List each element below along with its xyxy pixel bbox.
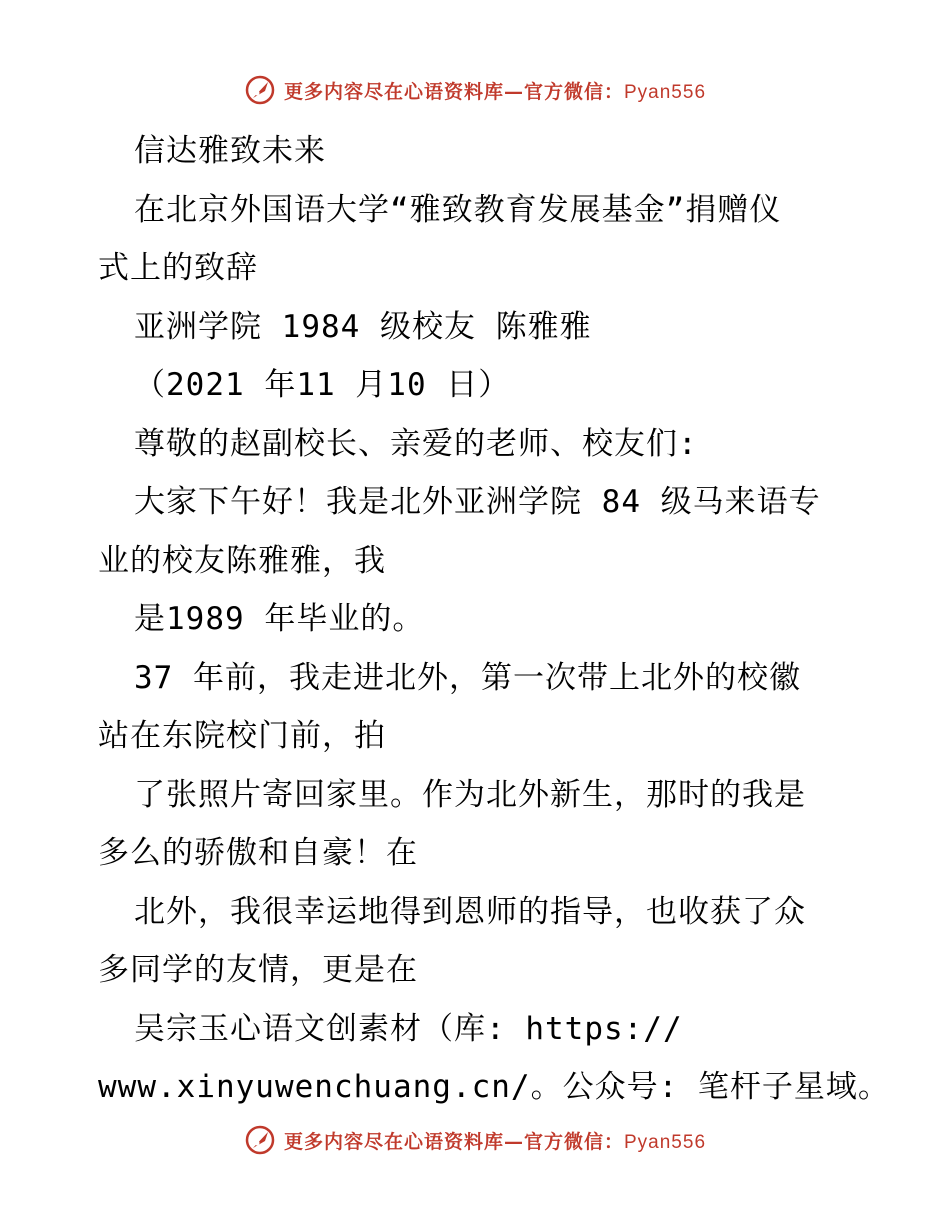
doc-line: 了张照片寄回家里。作为北外新生，那时的我是 <box>134 776 806 813</box>
watermark-wechat-id: Pyan556 <box>624 1131 707 1153</box>
watermark-wechat-id: Pyan556 <box>624 81 707 103</box>
doc-line: 式上的致辞 <box>98 250 258 286</box>
quill-pen-logo-icon <box>244 74 276 106</box>
doc-line: 尊敬的赵副校长、亲爱的老师、校友们: <box>134 425 698 462</box>
doc-line: 业的校友陈雅雅，我 <box>98 542 386 579</box>
doc-line: 北外，我很幸运地得到恩师的指导，也收获了众 <box>134 893 806 930</box>
doc-line: 在北京外国语大学“雅致教育发展基金”捐赠仪 <box>134 191 782 228</box>
doc-line: 站在东院校门前，拍 <box>98 718 386 754</box>
doc-line: www.xinyuwenchuang.cn/。公众号: 笔杆子星域。 <box>98 1069 890 1105</box>
watermark-text <box>284 77 706 104</box>
watermark-label: 更多内容尽在心语资料库—官方微信： <box>283 1130 624 1153</box>
header-watermark <box>0 70 950 110</box>
watermark-label: 更多内容尽在心语资料库—官方微信： <box>283 80 624 103</box>
doc-line: 37 年前，我走进北外，第一次带上北外的校徽 <box>134 659 801 696</box>
doc-line: 亚洲学院 1984 级校友 陈雅雅 <box>134 308 592 345</box>
doc-line: 是1989 年毕业的。 <box>134 601 425 637</box>
doc-line: 信达雅致未来 <box>134 133 326 169</box>
document-body <box>98 122 890 1117</box>
watermark-text <box>284 1127 706 1154</box>
doc-line: 多同学的友情，更是在 <box>98 952 418 988</box>
footer-watermark <box>0 1120 950 1160</box>
doc-line: 大家下午好！我是北外亚洲学院 84 级马来语专 <box>134 484 821 520</box>
quill-pen-logo-icon <box>244 1124 276 1156</box>
doc-line: （2021 年11 月10 日） <box>134 367 511 403</box>
doc-line: 吴宗玉心语文创素材（库: https:// <box>134 1010 683 1047</box>
doc-line: 多么的骄傲和自豪！在 <box>98 835 418 871</box>
